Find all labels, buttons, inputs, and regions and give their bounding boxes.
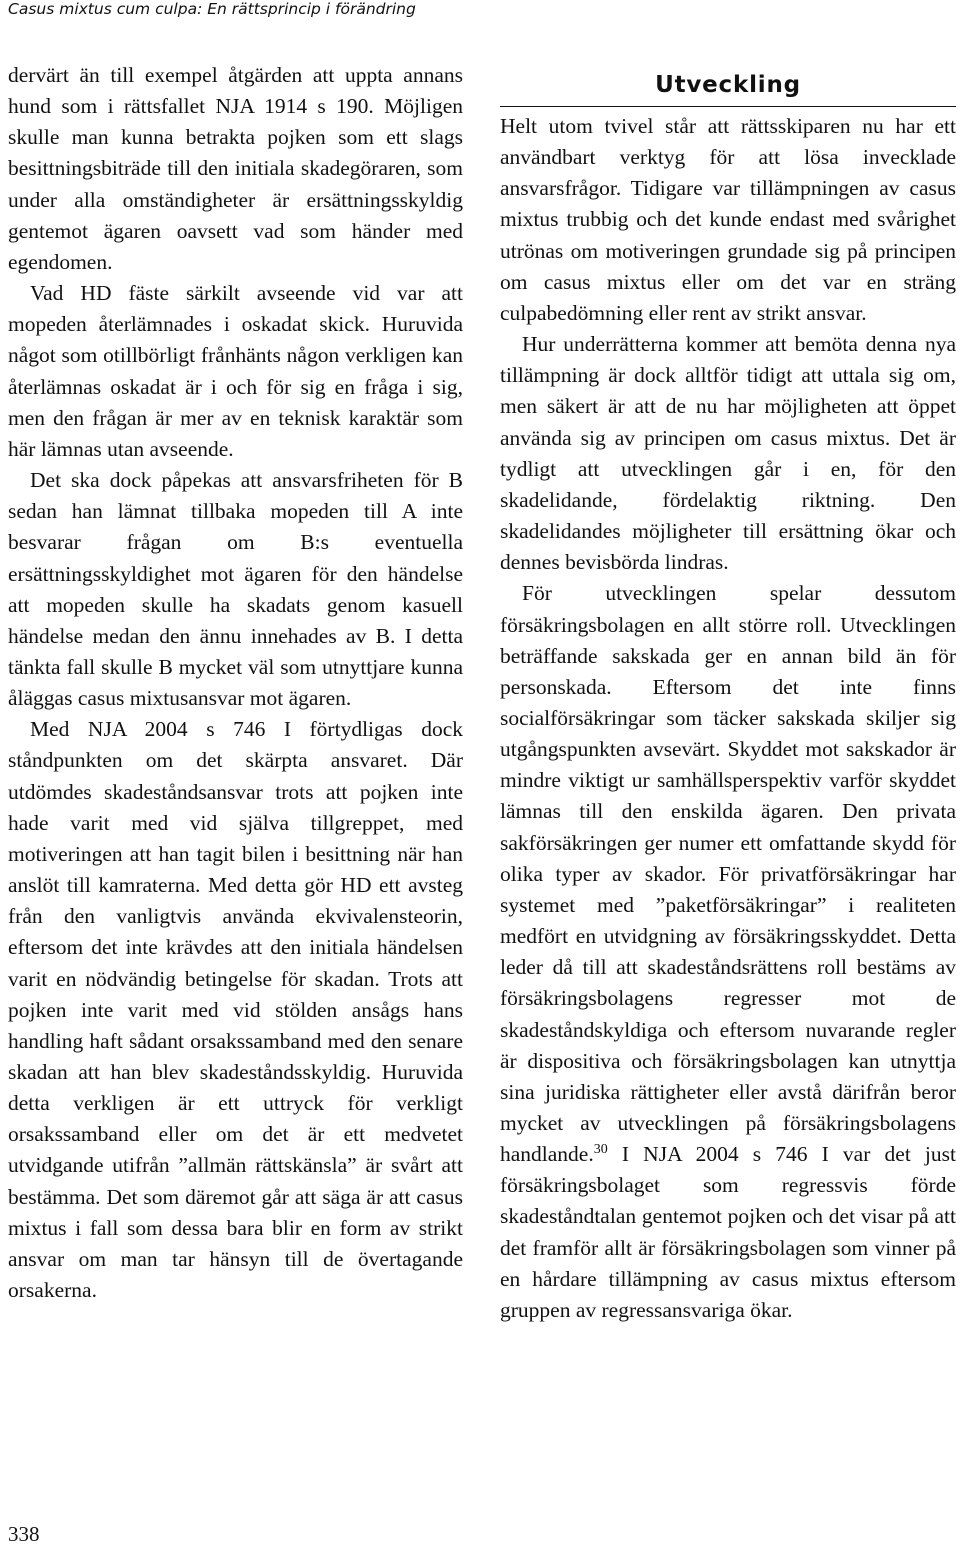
running-header: Casus mixtus cum culpa: En rättsprincip i förändring	[8, 0, 416, 18]
right-paragraph-3	[500, 578, 956, 1326]
heading-rule	[500, 106, 956, 107]
right-paragraph-1: Helt utom tvivel står att rättsskiparen nu har ett användbart verktyg för att lösa invecklade ansvarsfrågor. Tidigare var tillämpningen av casus mixtus trubbig och det kunde endast med svårighet utrönas om motiveringen grundade sig på principen om casus mixtus eller om det var en sträng culpabedömning eller rent av strikt ansvar.	[500, 114, 956, 325]
right-paragraph-2: Hur underrätterna kommer att bemöta denna nya tillämpning är dock alltför tidigt att uttala sig om, men säkert är att de nu har möjligheten att öppet använda sig av principen om casus mixtus. Det är tydligt att utvecklingen går i en, för den skadelidande, fördelaktig riktning. Den skadelidandes möjligheter till ersättning ökar och dennes bevisbörda lindras.	[500, 332, 956, 575]
left-paragraph-1: dervärt än till exempel åtgärden att uppta annans hund som i rättsfallet NJA 1914 s 190. Möjligen skulle man kunna betrakta pojken som ett slags besittningsbiträde till den initiala skadegöraren, som under alla omständigheter är ersättningsskyldig gentemot ägaren oavsett vad som händer med egendomen.	[8, 63, 463, 274]
right-paragraph-3-text: För utvecklingen spelar dessutom försäkringsbolagen en allt större roll. Utvecklingen beträffande sakskada ger en annan bild än för personskada. Eftersom det inte finns socialförsäkringar som täcker sakskada skiljer sig utgångspunkten avsevärt. Skyddet mot sakskador är mindre viktigt ur samhällsperspektiv varför skyddet lämnas till den enskilda ägaren. Den privata sakförsäkringen ger numer ett omfattande skydd för olika typer av skador. För privatförsäkringar har systemet med ”paketförsäkringar” i realiteten medfört en utvidgning av försäkringsskyddet. Detta leder då till att skadeståndsrättens roll bestäms av försäkringsbolagens regresser mot de skadeståndskyldiga och eftersom nuvarande regler är dispositiva och försäkringsbolagen kan utnyttja sina juridiska rättigheter eller avstå därifrån beror mycket av utvecklingen på försäkringsbolagens handlande.	[500, 581, 956, 1167]
page-number: 338	[8, 1522, 40, 1546]
footnote-reference[interactable]: 30	[593, 1142, 608, 1158]
left-paragraph-4: Med NJA 2004 s 746 I förtydligas dock ståndpunkten om det skärpta ansvaret. Där utdömdes skadeståndsansvar trots att pojken inte hade varit med vid själva tillgreppet, med motiveringen att han tagit bilen i besittning när han anslöt till kamraterna. Med detta gör HD ett avsteg från den vanligtvis använda ekvivalensteorin, eftersom det inte krävdes att den initiala händelsen varit en nödvändig betingelse för skadan. Trots att pojken inte varit med vid stölden ansågs hans handling haft sådant orsakssamband med den senare skadan att han blev skadeståndsskyldig. Huruvida detta verkligen är ett uttryck för verkligt orsakssamband eller om det är ett medvetet utvidgande utifrån ”allmän rättskänsla” är svårt att bestämma. Det som däremot går att säga är att casus mixtus i fall som dessa bara blir en form av strikt ansvar om man tar hänsyn till de övertagande orsakerna.	[8, 717, 463, 1303]
left-paragraph-2: Vad HD fäste särkilt avseende vid var att mopeden återlämnades i oskadat skick. Huruvida något som otillbörligt frånhänts någon verkligen kan återlämnas oskadat är i och för sig en fråga i sig, men den frågan är mer av en teknisk karaktär som här lämnas utan avseende.	[8, 281, 463, 461]
left-paragraph-3: Det ska dock påpekas att ansvarsfriheten för B sedan han lämnat tillbaka mopeden till A inte besvarar frågan om B:s eventuella ersättningsskyldighet mot ägaren för den händelse att mopeden skulle ha skadats genom kasuell händelse medan den ännu innehades av B. I detta tänkta fall skulle B mycket väl som utnyttjare kunna åläggas casus mixtusansvar mot ägaren.	[8, 468, 463, 711]
right-column	[500, 68, 956, 1326]
left-column	[8, 60, 463, 1306]
section-heading: Utveckling	[655, 72, 801, 98]
right-paragraph-3-continued: I NJA 2004 s 746 I var det just försäkringsbolaget som regressvis förde skadeståndtalan gentemot pojken och det visar på att det framför allt är försäkringsbolagen som vinner på en hårdare tillämpning av casus mixtus eftersom gruppen av regressansvariga ökar.	[500, 1142, 956, 1322]
